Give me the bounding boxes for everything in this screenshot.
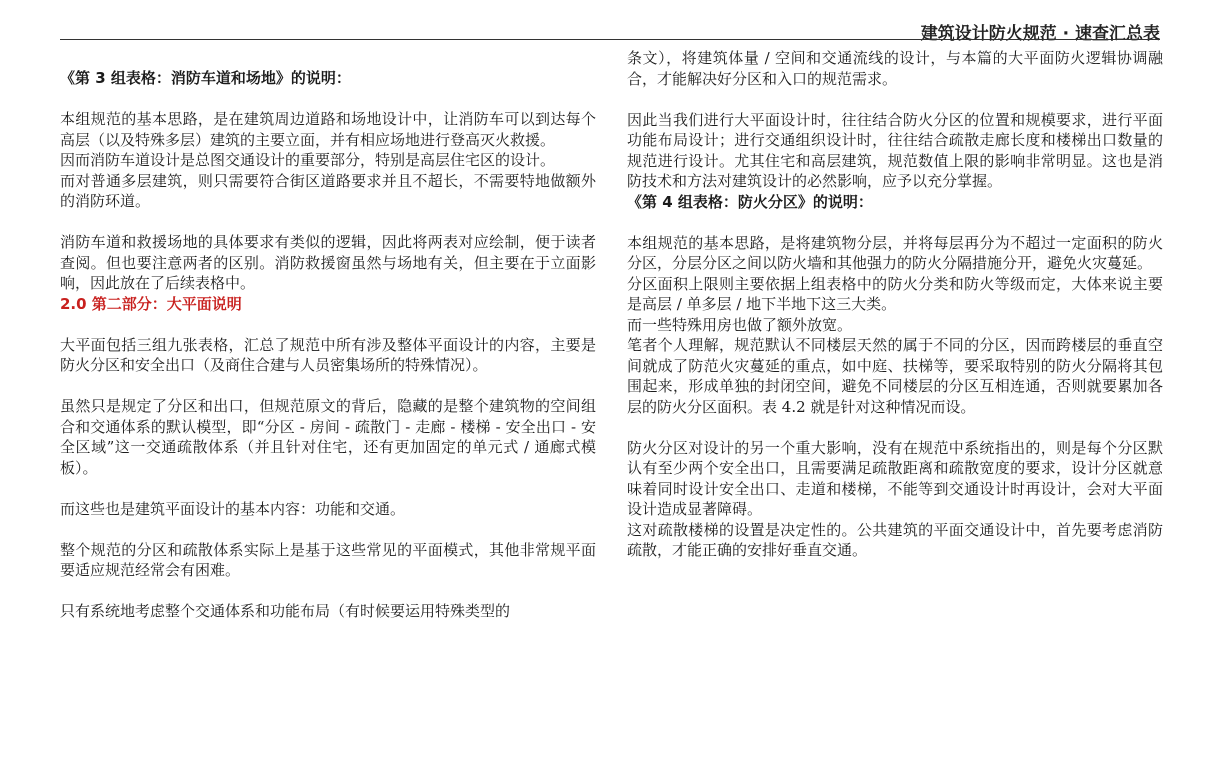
page-header-title: 建筑设计防火规范 · 速查汇总表 xyxy=(920,24,1160,44)
section-heading-part-two: 2.0 第二部分：大平面说明 xyxy=(60,294,242,313)
paragraph: 消防车道和救援场地的具体要求有类似的逻辑，因此将两表对应绘制，便于读者查阅。但也要注意两者的区别。消防救援窗虽然与场地有关，但主要在于立面影响，因此放在了后续表格中。 xyxy=(60,233,596,292)
paragraph: 整个规范的分区和疏散体系实际上是基于这些常见的平面模式，其他非常规平面要适应规范经常会有困难。 xyxy=(60,540,596,579)
paragraph: 而对普通多层建筑，则只需要符合街区道路要求并且不超长，不需要特地做额外的消防环道。 xyxy=(60,171,596,210)
paragraph: 条文），将建筑体量 / 空间和交通流线的设计，与本篇的大平面防火逻辑协调融合，才能解决好分区和入口的规范需求。 xyxy=(627,49,1163,88)
paragraph: 分区面积上限则主要依据上组表格中的防火分类和防火等级而定，大体来说主要是高层 / 单多层 / 地下半地下这三大类。 xyxy=(627,274,1163,313)
paragraph: 虽然只是规定了分区和出口，但规范原文的背后，隐藏的是整个建筑物的空间组合和交通体系的默认模型，即“分区 - 房间 - 疏散门 - 走廊 - 楼梯 - 安全出口 - 安全区域”这一交通疏散体系（并且针对住宅，还有更加固定的单元式 / 通廊式模板）。 xyxy=(60,397,596,477)
paragraph: 而这些也是建筑平面设计的基本内容：功能和交通。 xyxy=(60,499,406,518)
paragraph: 而一些特殊用房也做了额外放宽。 xyxy=(627,315,853,334)
section-heading-fire-lanes: 《第 3 组表格：消防车道和场地》的说明： xyxy=(60,69,351,87)
paragraph: 这对疏散楼梯的设置是决定性的。公共建筑的平面交通设计中，首先要考虑消防疏散，才能正确的安排好垂直交通。 xyxy=(627,520,1163,559)
left-column xyxy=(60,48,596,622)
paragraph: 因而消防车道设计是总图交通设计的重要部分，特别是高层住宅区的设计。 xyxy=(60,151,556,169)
right-column xyxy=(627,48,1163,561)
paragraph: 笔者个人理解，规范默认不同楼层天然的属于不同的分区，因而跨楼层的垂直空间就成了防范火灾蔓延的重点，如中庭、扶梯等，要采取特别的防火分隔将其包围起来，形成单独的封闭空间，避免不同楼层的分区互相连通，否则就要累加各层的防火分区面积。表 4.2 就是针对这种情况而设。 xyxy=(627,336,1163,416)
section-heading-fire-compartments: 《第 4 组表格：防火分区》的说明： xyxy=(627,192,873,211)
paragraph: 防火分区对设计的另一个重大影响，没有在规范中系统指出的，则是每个分区默认有至少两个安全出口，且需要满足疏散距离和疏散宽度的要求，设计分区就意味着同时设计安全出口、走道和楼梯，不能等到交通设计时再设计，会对大平面设计造成显著障碍。 xyxy=(627,438,1163,518)
paragraph: 本组规范的基本思路，是在建筑周边道路和场地设计中，让消防车可以到达每个高层（以及特殊多层）建筑的主要立面，并有相应场地进行登高灭火救援。 xyxy=(60,110,596,149)
paragraph: 本组规范的基本思路，是将建筑物分层，并将每层再分为不超过一定面积的防火分区，分层分区之间以防火墙和其他强力的防火分隔措施分开，避免火灾蔓延。 xyxy=(627,233,1163,272)
paragraph: 只有系统地考虑整个交通体系和功能布局（有时候要运用特殊类型的 xyxy=(60,602,511,620)
paragraph: 大平面包括三组九张表格，汇总了规范中所有涉及整体平面设计的内容，主要是防火分区和安全出口（及商住合建与人员密集场所的特殊情况）。 xyxy=(60,335,596,374)
paragraph: 因此当我们进行大平面设计时，往往结合防火分区的位置和规模要求，进行平面功能布局设计；进行交通组织设计时，往往结合疏散走廊长度和楼梯出口数量的规范进行设计。尤其住宅和高层建筑，规范数值上限的影响非常明显。这也是消防技术和方法对建筑设计的必然影响，应予以充分掌握。 xyxy=(627,110,1163,190)
header-divider xyxy=(60,39,1160,40)
